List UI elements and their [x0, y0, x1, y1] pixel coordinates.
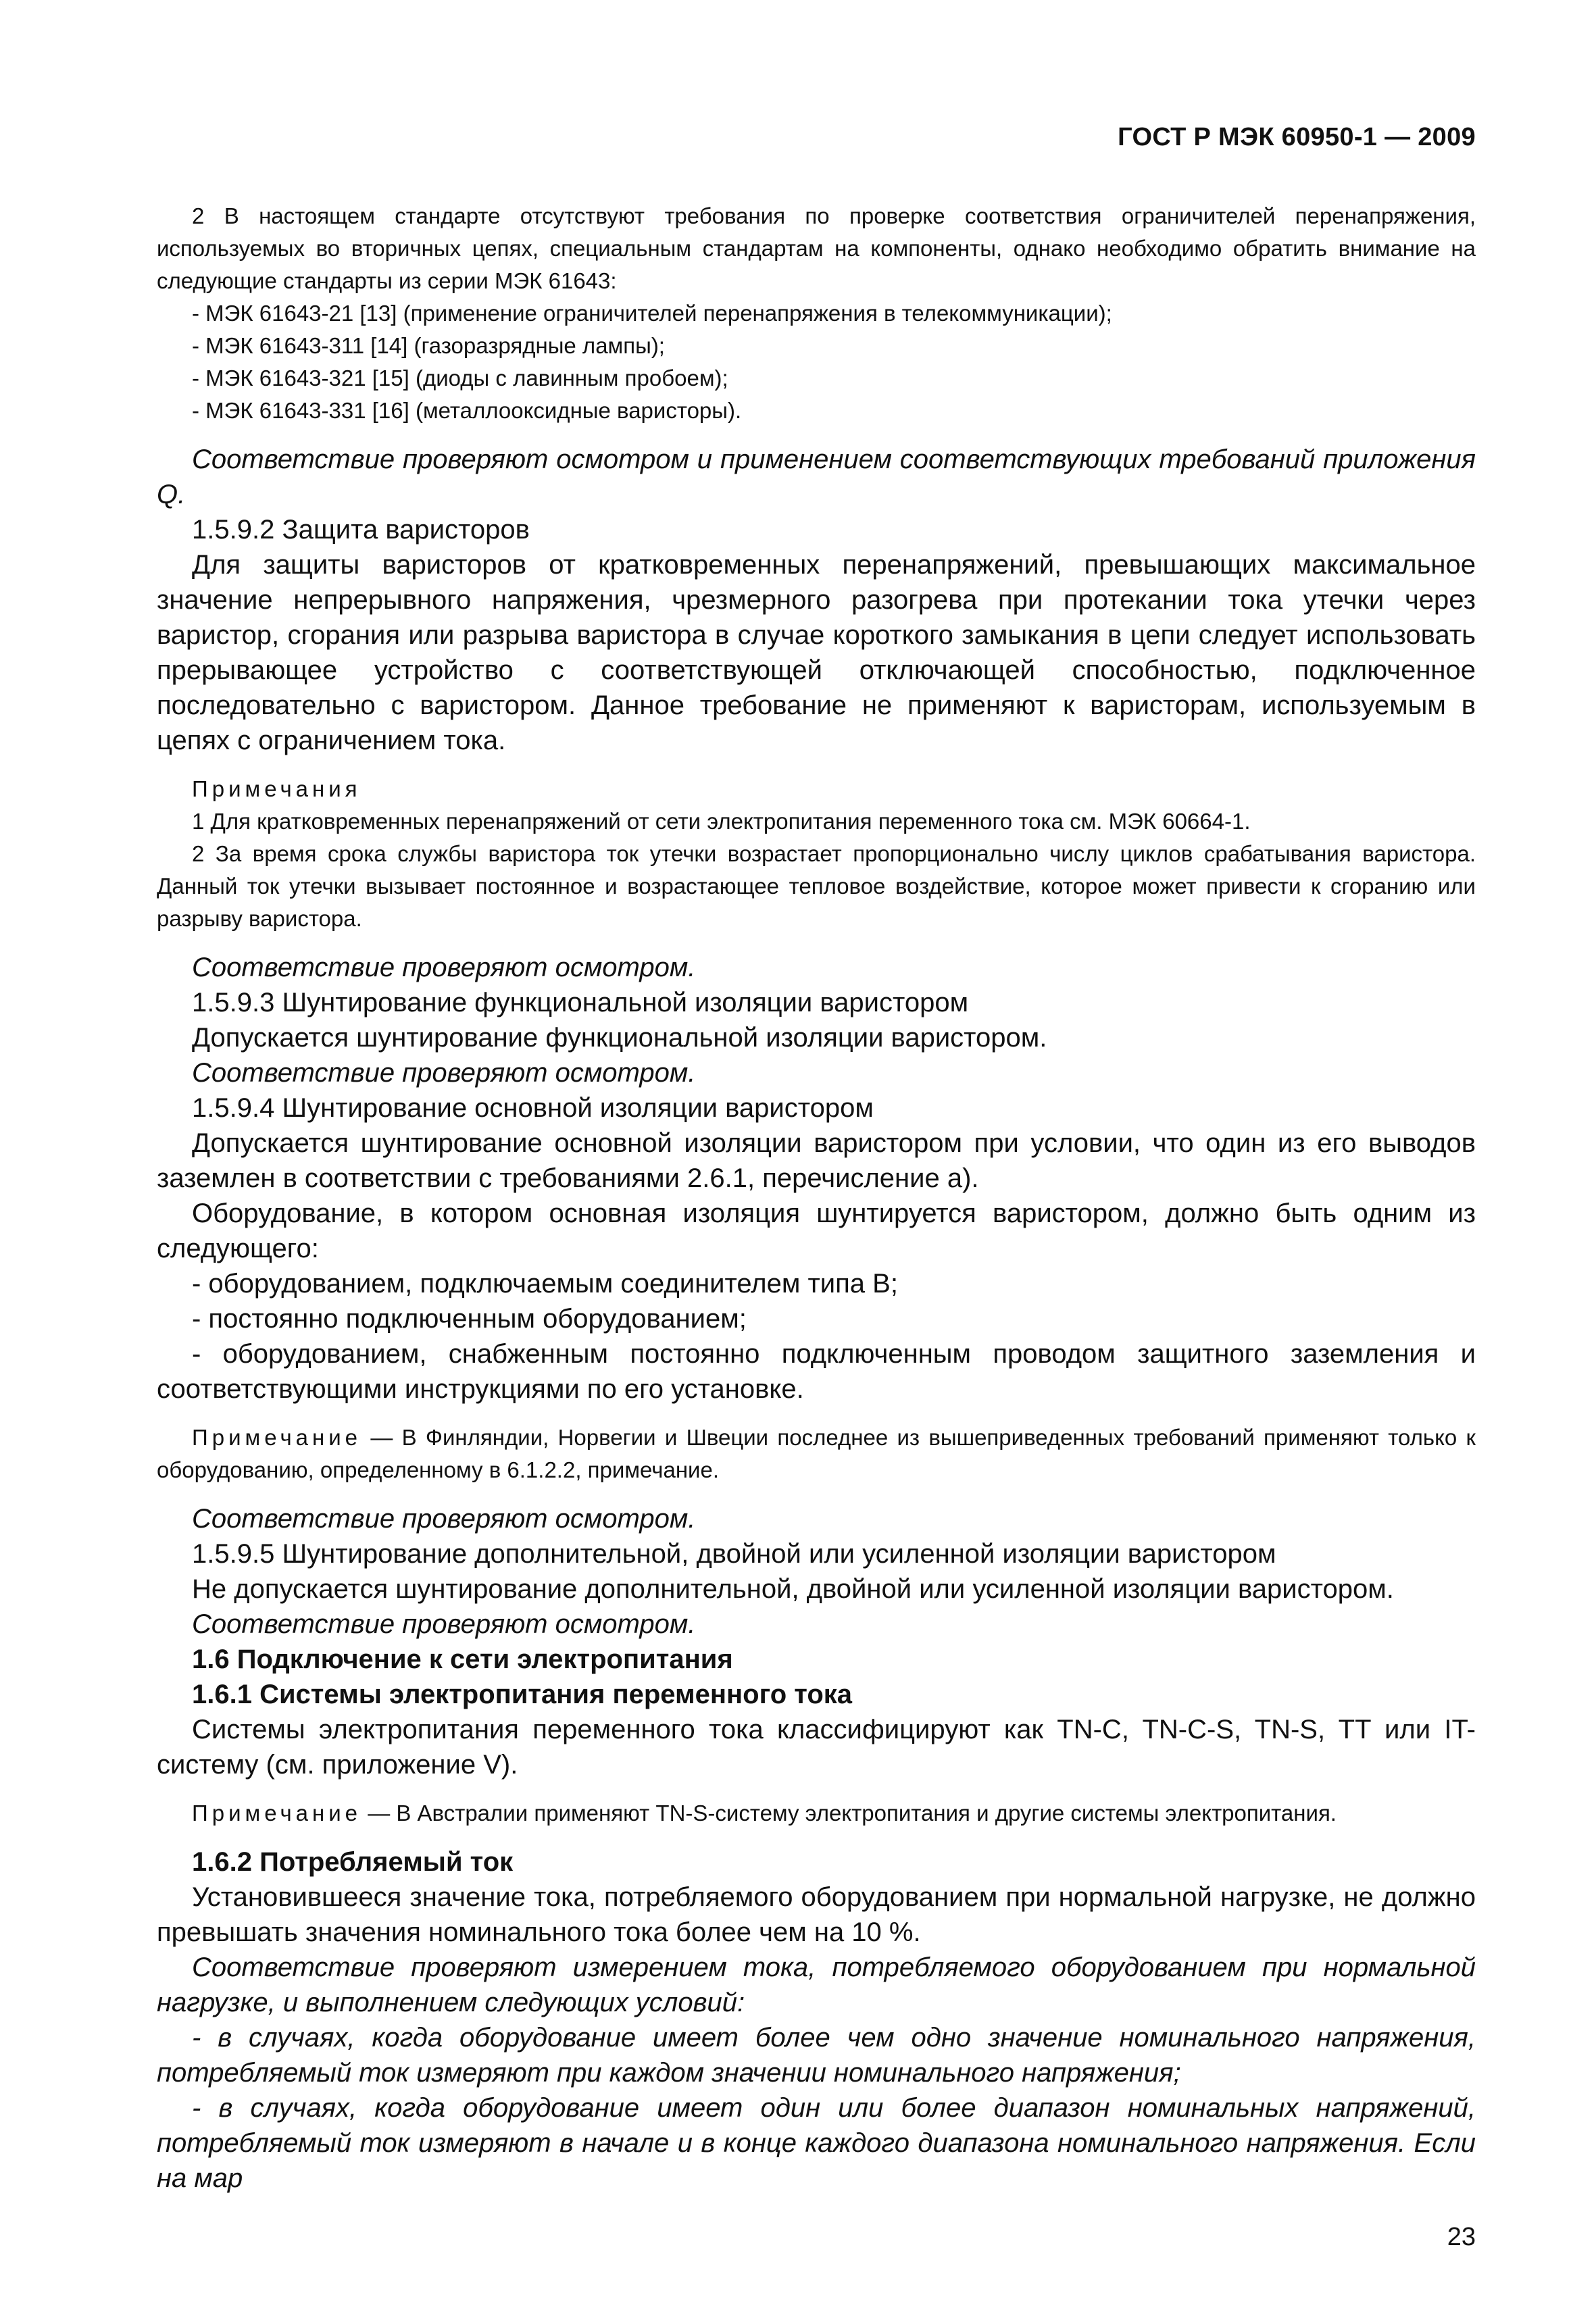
- body-paragraph: Допускается шунтирование основной изоляции варистором при условии, что один из его выводов заземлен в соответствии с требованиями 2.6.1, перечисление а).: [157, 1128, 1476, 1193]
- list-item: - МЭК 61643-321 [15] (диоды с лавинным пробоем);: [192, 366, 728, 391]
- list-item: - постоянно подключенным оборудованием;: [192, 1304, 747, 1334]
- note-label: Примечание: [192, 1801, 362, 1826]
- compliance-text: Соответствие проверяют измерением тока, потребляемого оборудованием при нормальной нагрузке, и выполнением следующих условий:: [157, 1953, 1476, 2017]
- section-heading: 1.6.1 Системы электропитания переменного тока: [192, 1680, 853, 1709]
- list-item: - МЭК 61643-311 [14] (газоразрядные лампы);: [192, 333, 665, 358]
- list-item: - в случаях, когда оборудование имеет один или более диапазон номинальных напряжений, потребляемый ток измеряют в начале и в конце каждого диапазона номинального напряжения. Если на мар: [157, 2093, 1476, 2193]
- body-paragraph: Для защиты варисторов от кратковременных перенапряжений, превышающих максимальное значение непрерывного напряжения, чрезмерного разогрева при протекании тока утечки через варистор, сгорания или разрыва варистора в случае короткого замыкания в цепи следует использовать прерывающее устройство с соответствующей отключающей способностью, подключенное последовательно с варистором. Данное требование не применяют к варисторам, используемым в цепях с ограничением тока.: [157, 550, 1476, 755]
- section-heading: 1.5.9.3 Шунтирование функциональной изоляции варистором: [192, 988, 969, 1017]
- list-item: - МЭК 61643-21 [13] (применение ограничителей перенапряжения в телекоммуникации);: [192, 301, 1112, 326]
- note-paragraph: [157, 1797, 1476, 1830]
- section-heading: 1.6.2 Потребляемый ток: [192, 1847, 514, 1877]
- compliance-text: Соответствие проверяют осмотром.: [192, 1504, 696, 1534]
- notes-title: Примечания: [192, 776, 361, 801]
- page-number: 23: [1447, 2223, 1476, 2251]
- note-text: — В Австралии применяют TN-S-систему электропитания и другие системы электропитания.: [368, 1801, 1337, 1826]
- list-item: - оборудованием, подключаемым соединителем типа В;: [192, 1269, 898, 1299]
- list-item: - оборудованием, снабженным постоянно подключенным проводом защитного заземления и соответствующими инструкциями по его установке.: [157, 1339, 1476, 1404]
- section-heading: 1.5.9.5 Шунтирование дополнительной, двойной или усиленной изоляции варистором: [192, 1539, 1276, 1569]
- note-paragraph: 1 Для кратковременных перенапряжений от сети электропитания переменного тока см. МЭК 60664-1.: [192, 809, 1251, 834]
- note-paragraph: 2 За время срока службы варистора ток утечки возрастает пропорционально числу циклов срабатывания варистора. Данный ток утечки вызывает постоянное и возрастающее тепловое воздействие, которое может привести к сгоранию или разрыву варистора.: [157, 841, 1476, 931]
- section-heading: 1.5.9.2 Защита варисторов: [192, 515, 530, 545]
- note-label: Примечание: [192, 1425, 362, 1450]
- note-paragraph: 2 В настоящем стандарте отсутствуют требования по проверке соответствия ограничителей перенапряжения, используемых во вторичных цепях, специальным стандартам на компоненты, однако необходимо обратить внимание на следующие стандарты из серии МЭК 61643:: [157, 203, 1476, 293]
- section-heading: 1.6 Подключение к сети электропитания: [192, 1644, 733, 1674]
- body-paragraph: Не допускается шунтирование дополнительной, двойной или усиленной изоляции варистором.: [192, 1574, 1394, 1604]
- compliance-text: Соответствие проверяют осмотром и применением соответствующих требований приложения Q.: [157, 445, 1476, 509]
- note-text: — В Финляндии, Норвегии и Швеции последнее из вышеприведенных требований применяют только к оборудованию, определенному в 6.1.2.2, примечание.: [157, 1425, 1476, 1482]
- compliance-text: Соответствие проверяют осмотром.: [192, 1609, 696, 1639]
- note-paragraph: [157, 1422, 1476, 1486]
- page-content: [157, 200, 1476, 2196]
- body-paragraph: Оборудование, в котором основная изоляция шунтируется варистором, должно быть одним из следующего:: [157, 1199, 1476, 1263]
- compliance-text: Соответствие проверяют осмотром.: [192, 1058, 696, 1088]
- body-paragraph: Системы электропитания переменного тока классифицируют как TN-C, TN-C-S, TN-S, TT или IT-систему (см. приложение V).: [157, 1715, 1476, 1780]
- list-item: - МЭК 61643-331 [16] (металлооксидные варисторы).: [192, 398, 742, 423]
- body-paragraph: Допускается шунтирование функциональной изоляции варистором.: [192, 1023, 1047, 1053]
- list-item: - в случаях, когда оборудование имеет более чем одно значение номинального напряжения, потребляемый ток измеряют при каждом значении номинального напряжения;: [157, 2023, 1476, 2088]
- section-heading: 1.5.9.4 Шунтирование основной изоляции варистором: [192, 1093, 874, 1123]
- compliance-text: Соответствие проверяют осмотром.: [192, 953, 696, 982]
- document-number: ГОСТ Р МЭК 60950-1 — 2009: [1118, 123, 1476, 151]
- body-paragraph: Установившееся значение тока, потребляемого оборудованием при нормальной нагрузке, не должно превышать значения номинального тока более чем на 10 %.: [157, 1882, 1476, 1947]
